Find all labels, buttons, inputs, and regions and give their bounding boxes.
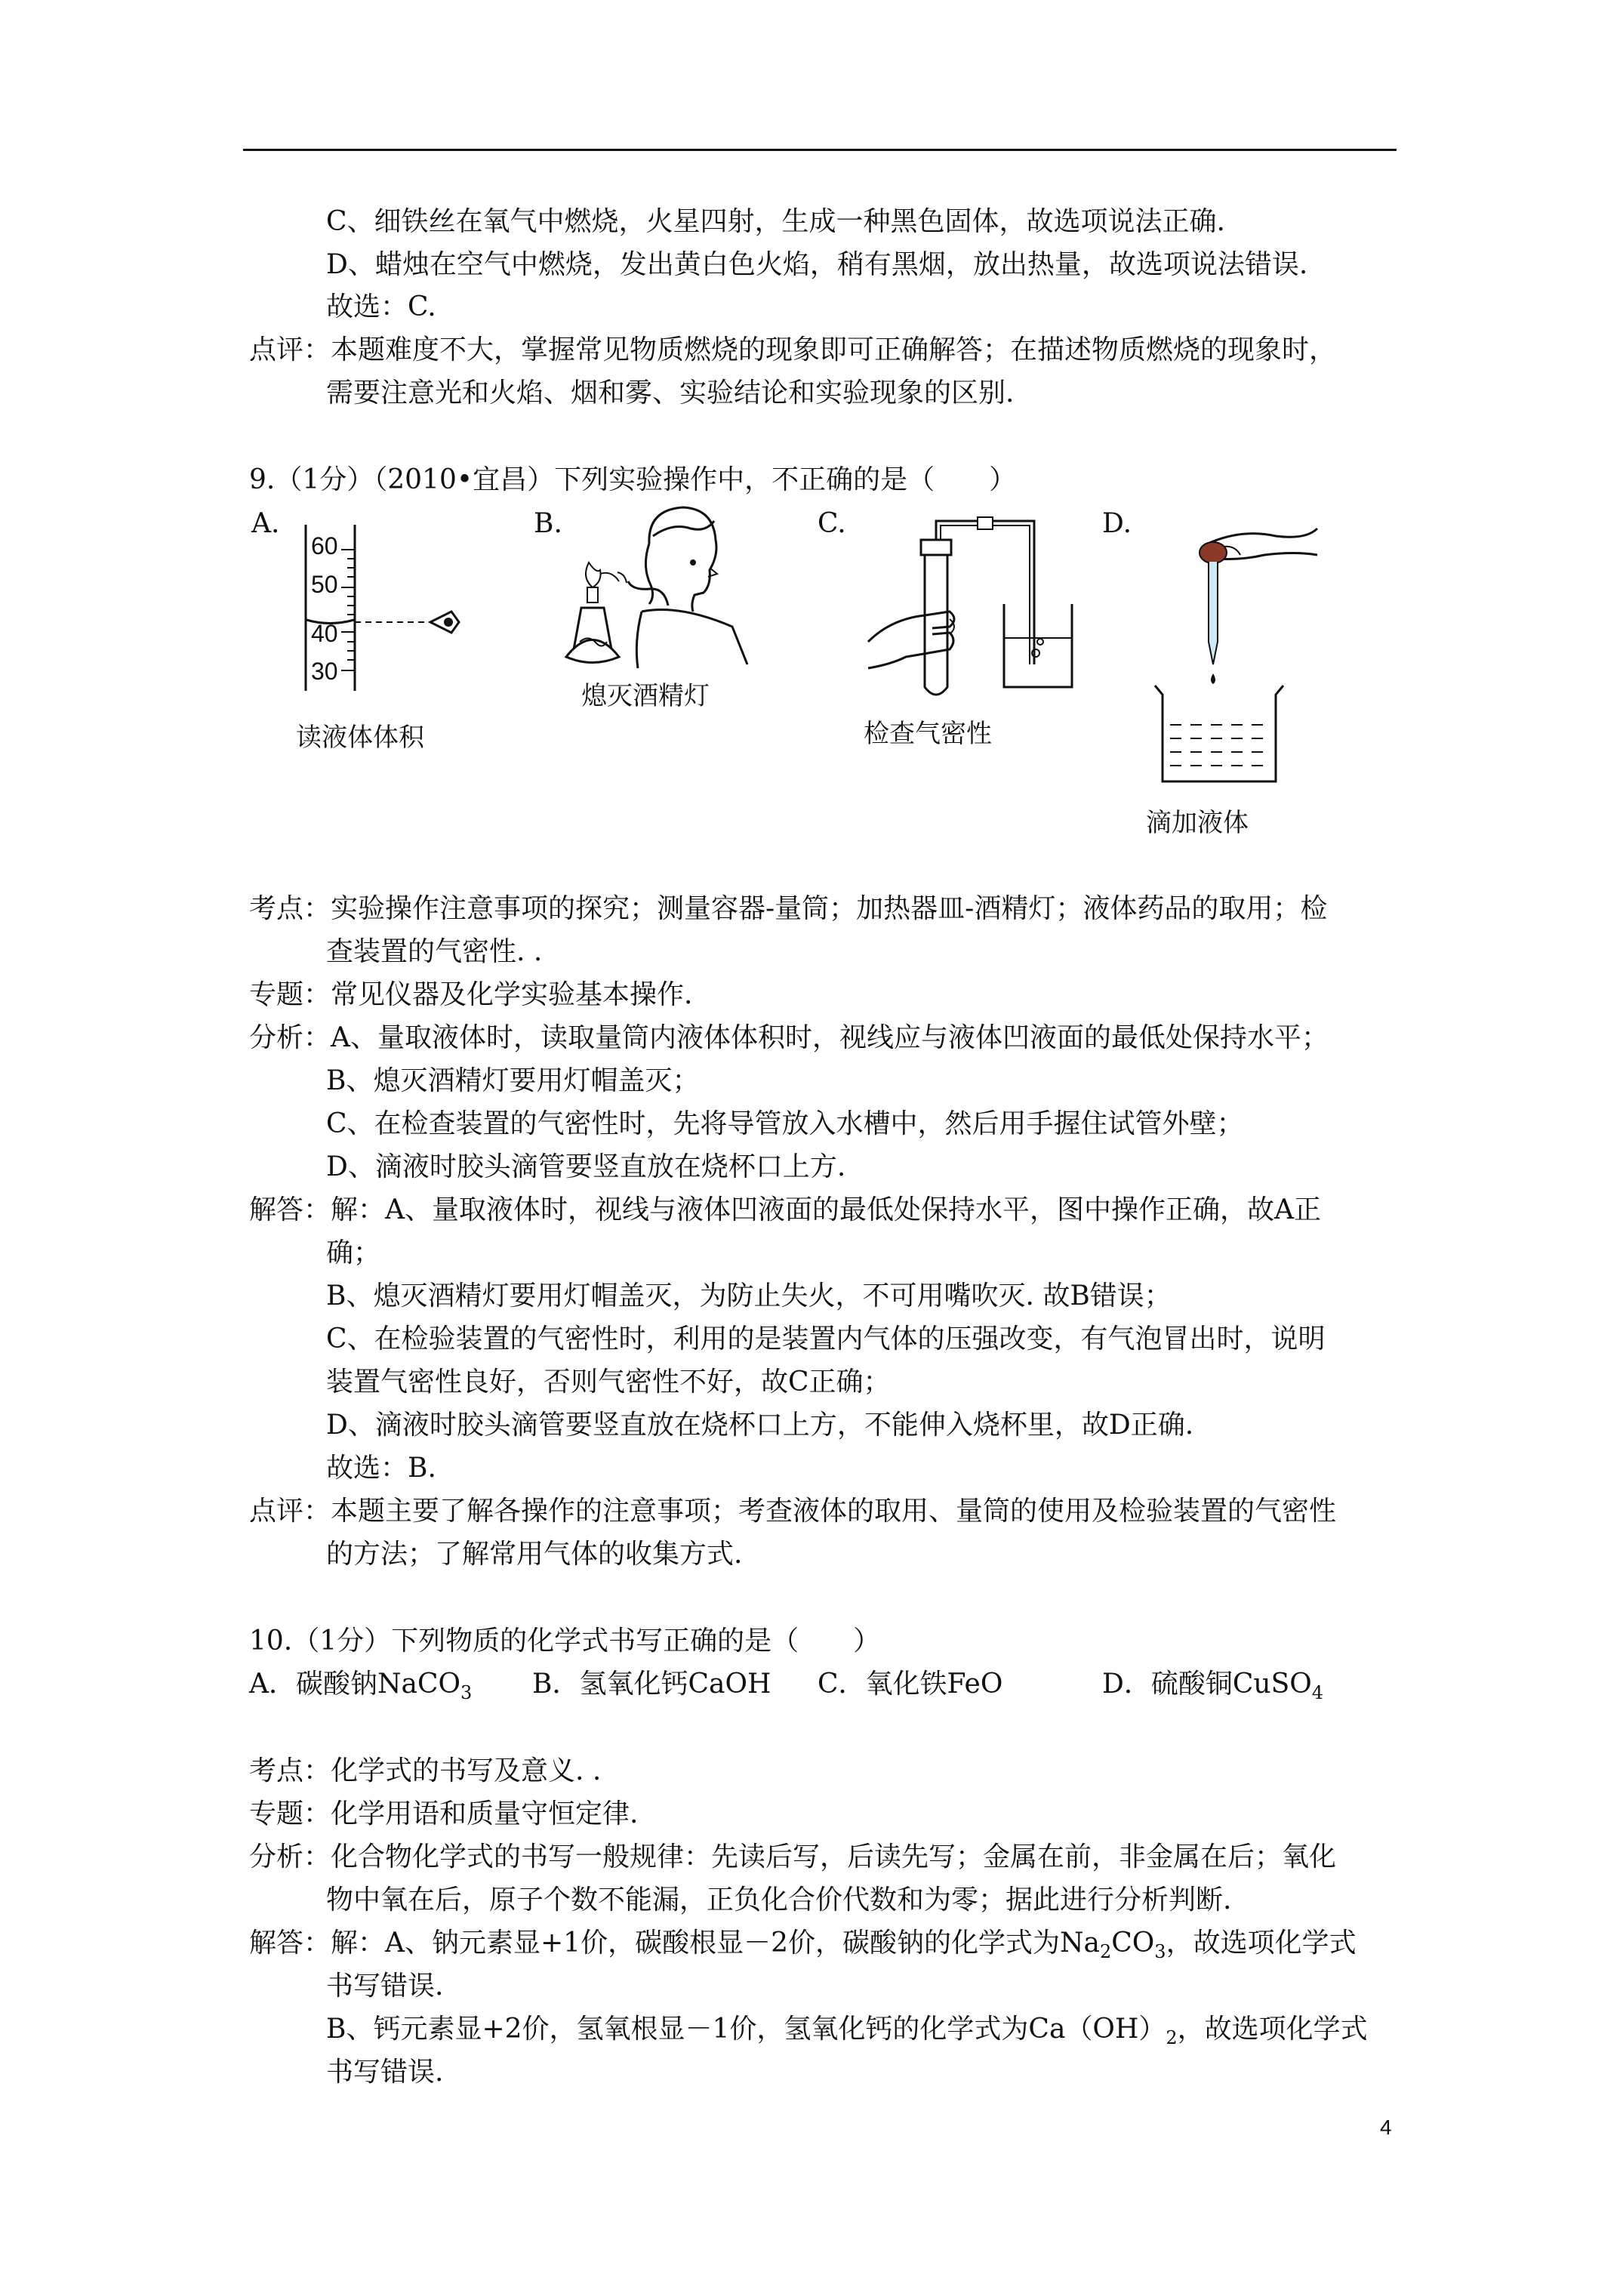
q9-zhuanti: 专题：常见仪器及化学实验基本操作. bbox=[249, 979, 693, 1010]
q9-stem: 9.（1分）（2010•宜昌）下列实验操作中，不正确的是（ ） bbox=[249, 464, 1017, 495]
header-rule bbox=[243, 149, 1397, 151]
figure-graduated-cylinder bbox=[287, 521, 483, 705]
q9-option-b-key: B. bbox=[534, 508, 562, 539]
q10-kaodian: 考点：化学式的书写及意义. . bbox=[249, 1755, 602, 1786]
q9-answer-line-3: B、熄灭酒精灯要用灯帽盖灭，为防止失火，不可用嘴吹灭. 故B错误； bbox=[326, 1281, 1172, 1311]
prev-option-d-line: D、蜡烛在空气中燃烧，发出黄白色火焰，稍有黑烟，放出热量，故选项说法错误. bbox=[326, 249, 1308, 280]
q10-answer-line-3 bbox=[326, 2011, 1368, 2056]
tick-label-40: 40 bbox=[311, 620, 338, 647]
q10-option-d-text: D．硫酸铜CuSO bbox=[1102, 1669, 1312, 1700]
q9-caption-a: 读液体体积 bbox=[296, 723, 424, 753]
q10-answer-3-tail: ，故选项化学式 bbox=[1177, 2014, 1368, 2045]
q9-analysis-line-2: B、熄灭酒精灯要用灯帽盖灭； bbox=[326, 1065, 700, 1096]
q9-option-c-key: C. bbox=[818, 508, 846, 539]
q9-caption-c: 检查气密性 bbox=[864, 719, 992, 749]
q10-stem: 10.（1分）下列物质的化学式书写正确的是（ ） bbox=[249, 1626, 881, 1657]
q10-answer-1-text: 解答：解：A、钠元素显+1价，碳酸根显－2价，碳酸钠的化学式为Na bbox=[249, 1928, 1100, 1959]
q10-answer-1-co: CO bbox=[1111, 1928, 1155, 1959]
figure-dropper-beaker bbox=[1144, 513, 1325, 803]
prev-choice-line: 故选：C. bbox=[326, 291, 436, 322]
q9-answer-line-2: 确； bbox=[326, 1237, 381, 1268]
q10-option-d bbox=[1102, 1666, 1323, 1711]
q10-analysis-line-2: 物中氧在后，原子个数不能漏，正负化合价代数和为零；据此进行分析判断. bbox=[326, 1885, 1232, 1915]
q9-analysis-line-4: D、滴液时胶头滴管要竖直放在烧杯口上方. bbox=[326, 1151, 846, 1182]
figure-airtightness-check bbox=[861, 513, 1087, 713]
tick-label-50: 50 bbox=[311, 571, 338, 598]
q10-option-a-subscript: 3 bbox=[460, 1682, 473, 1703]
q10-option-c: C．氧化铁FeO bbox=[818, 1669, 1003, 1700]
q10-answer-1-sub-na: 2 bbox=[1099, 1941, 1112, 1962]
q10-answer-3-text: B、钙元素显+2价，氢氧根显－1价，氢氧化钙的化学式为Ca（OH） bbox=[326, 2014, 1166, 2045]
prev-comment-line-1: 点评：本题难度不大，掌握常见物质燃烧的现象即可正确解答；在描述物质燃烧的现象时， bbox=[249, 334, 1337, 365]
q10-zhuanti: 专题：化学用语和质量守恒定律. bbox=[249, 1798, 639, 1829]
q10-answer-1-sub-o: 3 bbox=[1154, 1941, 1166, 1962]
q10-option-a-text: A．碳酸钠NaCO bbox=[249, 1669, 461, 1700]
q10-answer-line-1 bbox=[249, 1925, 1357, 1970]
q9-answer-line-5: 装置气密性良好，否则气密性不好，故C正确； bbox=[326, 1367, 891, 1398]
q9-comment-line-2: 的方法；了解常用气体的收集方式. bbox=[326, 1539, 743, 1570]
prev-comment-line-2: 需要注意光和火焰、烟和雾、实验结论和实验现象的区别. bbox=[326, 378, 1015, 408]
tick-label-30: 30 bbox=[311, 658, 338, 685]
page-number: 4 bbox=[1380, 2116, 1392, 2139]
q9-answer-line-1: 解答：解：A、量取液体时，视线与液体凹液面的最低处保持水平，图中操作正确，故A正 bbox=[249, 1194, 1321, 1225]
q10-answer-line-4: 书写错误. bbox=[326, 2057, 444, 2088]
q10-option-d-subscript: 4 bbox=[1311, 1682, 1324, 1703]
q9-option-d-key: D. bbox=[1102, 508, 1132, 539]
q10-answer-1-tail: ，故选项化学式 bbox=[1166, 1928, 1357, 1959]
q10-analysis-line-1: 分析：化合物化学式的书写一般规律：先读后写，后读先写；金属在前，非金属在后；氧化 bbox=[249, 1841, 1337, 1872]
q9-option-a-key: A. bbox=[251, 508, 280, 539]
q10-option-a bbox=[249, 1666, 472, 1711]
q9-answer-line-4: C、在检验装置的气密性时，利用的是装置内气体的压强改变，有气泡冒出时，说明 bbox=[326, 1324, 1326, 1354]
figure-extinguish-alcohol-lamp bbox=[559, 498, 770, 683]
q10-answer-3-sub: 2 bbox=[1166, 2027, 1178, 2048]
q9-caption-b: 熄灭酒精灯 bbox=[581, 681, 710, 711]
tick-label-60: 60 bbox=[311, 532, 338, 559]
prev-option-c-line: C、细铁丝在氧气中燃烧，火星四射，生成一种黑色固体，故选项说法正确. bbox=[326, 206, 1225, 237]
q9-comment-line-1: 点评：本题主要了解各操作的注意事项；考查液体的取用、量筒的使用及检验装置的气密性 bbox=[249, 1496, 1337, 1527]
q9-answer-line-7: 故选：B. bbox=[326, 1453, 436, 1484]
q10-answer-line-2: 书写错误. bbox=[326, 1971, 444, 2002]
q9-kaodian-line-1: 考点：实验操作注意事项的探究；测量容器-量筒；加热器皿-酒精灯；液体药品的取用；检 bbox=[249, 893, 1328, 924]
q9-answer-line-6: D、滴液时胶头滴管要竖直放在烧杯口上方，不能伸入烧杯里，故D正确. bbox=[326, 1410, 1194, 1441]
q10-option-b: B．氢氧化钙CaOH bbox=[532, 1669, 771, 1700]
q9-analysis-line-1: 分析：A、量取液体时，读取量筒内液体体积时，视线应与液体凹液面的最低处保持水平； bbox=[249, 1022, 1329, 1053]
q9-caption-d: 滴加液体 bbox=[1146, 808, 1249, 838]
q9-analysis-line-3: C、在检查装置的气密性时，先将导管放入水槽中，然后用手握住试管外壁； bbox=[326, 1108, 1244, 1139]
q9-kaodian-line-2: 查装置的气密性. . bbox=[326, 936, 543, 967]
